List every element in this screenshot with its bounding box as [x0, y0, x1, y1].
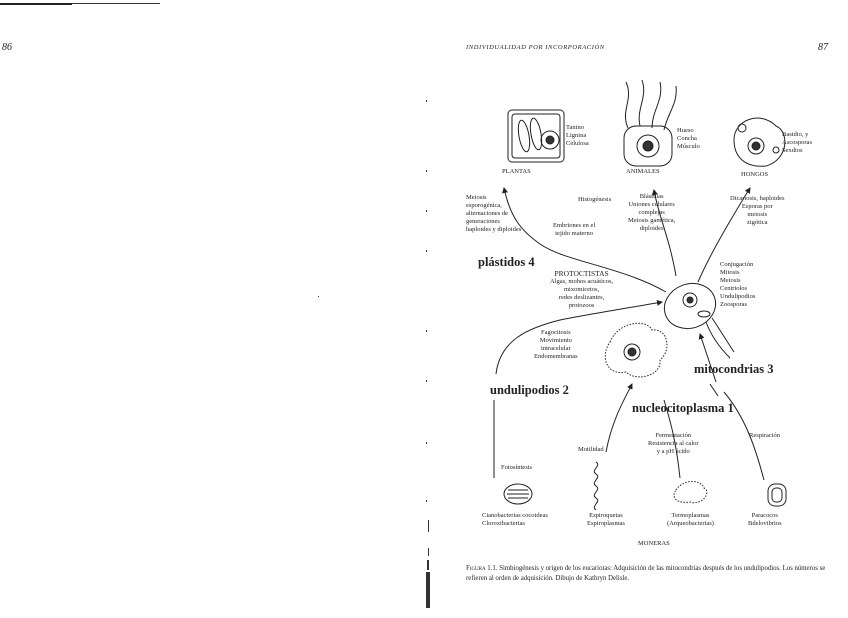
paracoccus-label: Paracocos Bdelovibrios: [748, 512, 782, 527]
fungi-features: Basidio, y Ascosporas Sexdios: [782, 131, 812, 154]
figure-caption: [466, 564, 836, 584]
spirochete-drawing: [594, 462, 597, 510]
animal-features: Hueso Concha Músculo: [677, 127, 700, 150]
running-head: INDIVIDUALIDAD POR INCORPORACIÓN: [466, 44, 605, 51]
stage-nucleocitoplasma: nucleocitoplasma 1: [632, 401, 734, 415]
fotosintesis-label: Fotosíntesis: [501, 464, 533, 471]
animal-cell-drawing: [624, 80, 676, 166]
fungi-cell-drawing: [734, 118, 785, 166]
mitosis-list: Conjugación Mitosis Meiosis Centriolos Undulipodios Zoosporas: [720, 261, 756, 308]
stage-undulipodios: undulipodios 2: [490, 383, 569, 397]
caption-prefix: Figura 1.1.: [466, 565, 498, 572]
label-plantas: PLANTAS: [502, 168, 531, 175]
animal-branch-text: Blástulas Uniones celulares complejas Meiosis gamética, diploides: [628, 193, 676, 232]
paracoccus-drawing: [768, 484, 786, 506]
fungi-branch-text: Dicariosis, haploides Esporas por meiosis zigótica: [730, 195, 785, 226]
arrow-undulipodios: [496, 302, 662, 374]
stage-plastidos: plástidos 4: [478, 255, 535, 269]
plant-features: Tanino Lignina Celulosa: [566, 124, 589, 147]
label-hongos: HONGOS: [741, 171, 769, 178]
cyanobacteria-label: Cianobacterias cocoideas Cloroxibacterias: [482, 512, 548, 527]
histogenesis-label: Histogénesis: [578, 196, 612, 203]
motilidad-label: Motilidad: [578, 446, 604, 453]
nucleo-list: Fagocitosis Movimiento intracelular Endomembranas: [534, 329, 578, 360]
thermoplasma-drawing: [674, 481, 707, 502]
cyanobacteria-drawing: [504, 484, 532, 504]
plant-cell-drawing: [508, 110, 564, 162]
amoeba-cell-drawing: [605, 323, 667, 377]
stage-mitocondrias: mitocondrias 3: [694, 362, 774, 376]
tissue-branch-text: Embriones en el tejido materno: [553, 222, 596, 237]
arrow-motilidad: [606, 384, 632, 452]
spirochete-label: Espiroquetas Espiroplasmas: [587, 512, 625, 527]
label-moneras: MONERAS: [638, 540, 670, 547]
label-animales: ANIMALES: [626, 168, 660, 175]
thermoplasma-label: Termoplasmas (Arqueobacterias): [667, 512, 714, 527]
plastid-branch-text: Meiosis esporogénica, alternaciones de generaciones haploides y diploides: [466, 194, 522, 233]
tick-mito: [710, 384, 718, 396]
fermentacion-text: Fermentación Resistencia al calor y a pH ácido: [648, 432, 699, 455]
left-page-number: 86: [2, 42, 12, 53]
right-page-number: 87: [818, 42, 828, 53]
caption-text: Simbiogénesis y origen de los eucariotas: Adquisición de las mitocondrias después de los undulipodios. Los números se refieren al orden de adquisición. Dibujo de Kathryn Delisle.: [466, 565, 826, 582]
respiracion-label: Respiración: [749, 432, 781, 439]
protoctistas-block: PROTOCTISTAS Algas, mohos acuáticos, mixomicetos, redes deslizantes, protozoos: [550, 269, 614, 309]
